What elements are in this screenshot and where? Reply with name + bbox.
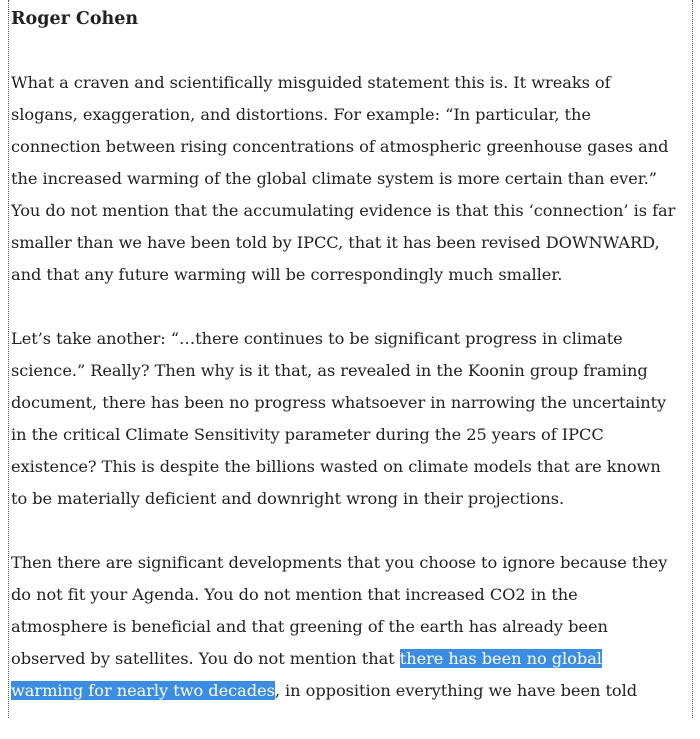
text-line: smaller than we have been told by IPCC, that it has been revised DOWNWARD, — [11, 233, 660, 252]
text-line: Then there are significant developments that you choose to ignore because they — [11, 553, 668, 572]
right-margin-guide — [692, 0, 693, 718]
text-segment: , in opposition everything we have been told — [274, 681, 638, 700]
text-line: the increased warming of the global climate system is more certain than ever.” — [11, 169, 657, 188]
text-line: in the critical Climate Sensitivity parameter during the 25 years of IPCC — [11, 425, 604, 444]
text-line: document, there has been no progress whatsoever in narrowing the uncertainty — [11, 393, 667, 412]
text-line: What a craven and scientifically misguided statement this is. It wreaks of — [11, 73, 611, 92]
left-margin-guide — [8, 0, 9, 718]
text-line: You do not mention that the accumulating evidence is that this ‘connection’ is far — [11, 201, 676, 220]
text-segment: observed by satellites. You do not mention that — [11, 649, 400, 668]
comment-author: Roger Cohen — [11, 9, 139, 29]
selected-text[interactable]: warming for nearly two decades — [11, 681, 275, 700]
paragraph-2 — [11, 323, 691, 515]
comment-body — [11, 3, 691, 739]
text-line: and that any future warming will be correspondingly much smaller. — [11, 265, 563, 284]
text-line: slogans, exaggeration, and distortions. For example: “In particular, the — [11, 105, 591, 124]
text-line: to be materially deficient and downright wrong in their projections. — [11, 489, 565, 508]
text-line: science.” Really? Then why is it that, as revealed in the Koonin group framing — [11, 361, 648, 380]
selected-text[interactable]: there has been no global — [399, 649, 602, 668]
text-line: existence? This is despite the billions wasted on climate models that are known — [11, 457, 661, 476]
text-line: connection between rising concentrations of atmospheric greenhouse gases and — [11, 137, 669, 156]
text-line — [11, 675, 691, 707]
text-line: atmosphere is beneficial and that greening of the earth has already been — [11, 617, 608, 636]
paragraph-1 — [11, 67, 691, 291]
paragraph-3 — [11, 547, 691, 707]
text-line: do not fit your Agenda. You do not mention that increased CO2 in the — [11, 585, 578, 604]
text-line — [11, 643, 691, 675]
text-line: Let’s take another: “…there continues to be significant progress in climate — [11, 329, 623, 348]
